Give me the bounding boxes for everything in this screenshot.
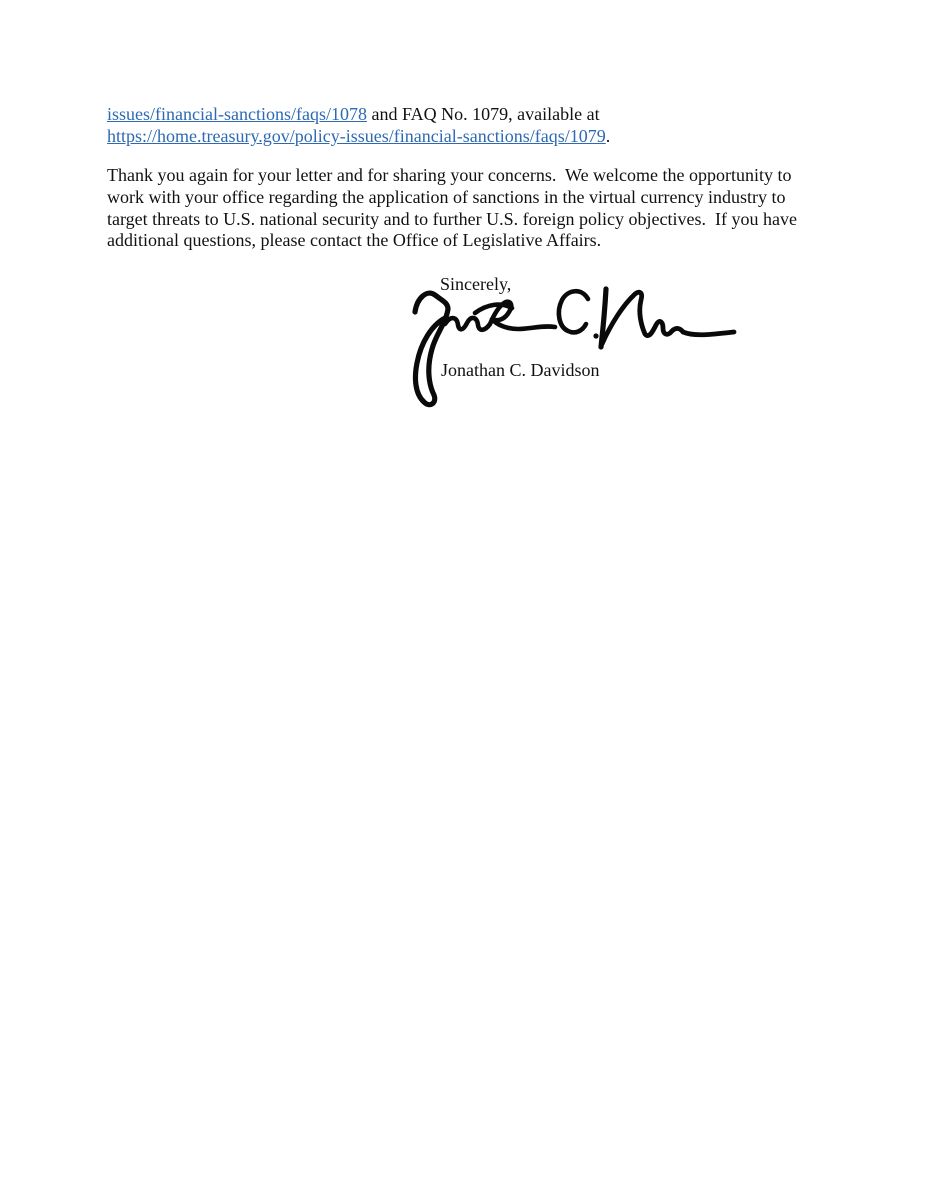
signer-name: Jonathan C. Davidson [441, 360, 600, 380]
body-line-2: work with your office regarding the application of sanctions in the virtual currency industry to [107, 186, 786, 207]
link-line-1-rest-text: and FAQ No. 1079, available at [366, 104, 600, 124]
link-line-2 [107, 125, 610, 147]
handwritten-signature [405, 281, 740, 411]
link-line-1 [107, 103, 610, 125]
body-line-3: target threats to U.S. national security and to further U.S. foreign policy objectives. If you have [107, 208, 797, 229]
body-line-1: Thank you again for your letter and for sharing your concerns. We welcome the opportunity to [107, 165, 792, 185]
body-paragraph [107, 165, 797, 252]
top-link-paragraph [107, 103, 610, 147]
faqs-1079-link[interactable]: https://home.treasury.gov/policy-issues/financial-sanctions/faqs/1079 [107, 126, 606, 146]
link-line-2-period: . [605, 126, 611, 146]
closing-text: Sincerely, [440, 274, 512, 294]
faqs-1078-link[interactable]: issues/financial-sanctions/faqs/1078 [107, 104, 367, 124]
body-line-4: additional questions, please contact the Office of Legislative Affairs. [107, 230, 602, 251]
